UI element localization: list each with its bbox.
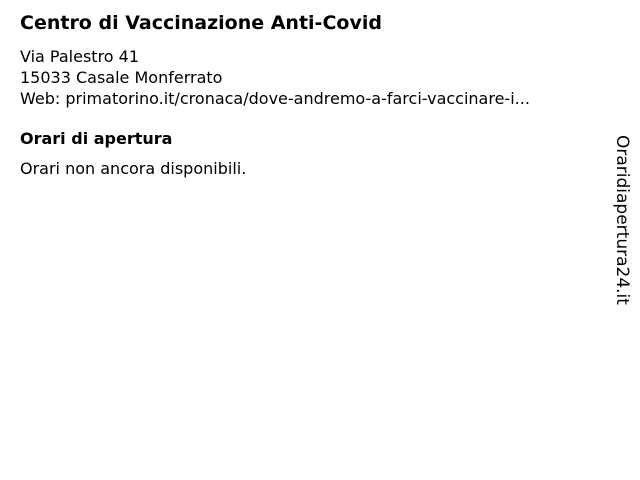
opening-hours-heading: Orari di apertura [20,129,173,148]
opening-hours-text: Orari non ancora disponibili. [20,159,247,178]
website-row [20,88,595,109]
website-link[interactable]: primatorino.it/cronaca/dove-andremo-a-farci-vaccinare-i... [65,89,530,108]
address-street: Via Palestro 41 [20,47,140,66]
place-details [20,10,595,179]
address-city: 15033 Casale Monferrato [20,68,223,87]
site-watermark: Oraridiapertura24.it [612,135,632,305]
website-label: Web: [20,89,61,108]
page-title: Centro di Vaccinazione Anti-Covid [20,12,382,34]
